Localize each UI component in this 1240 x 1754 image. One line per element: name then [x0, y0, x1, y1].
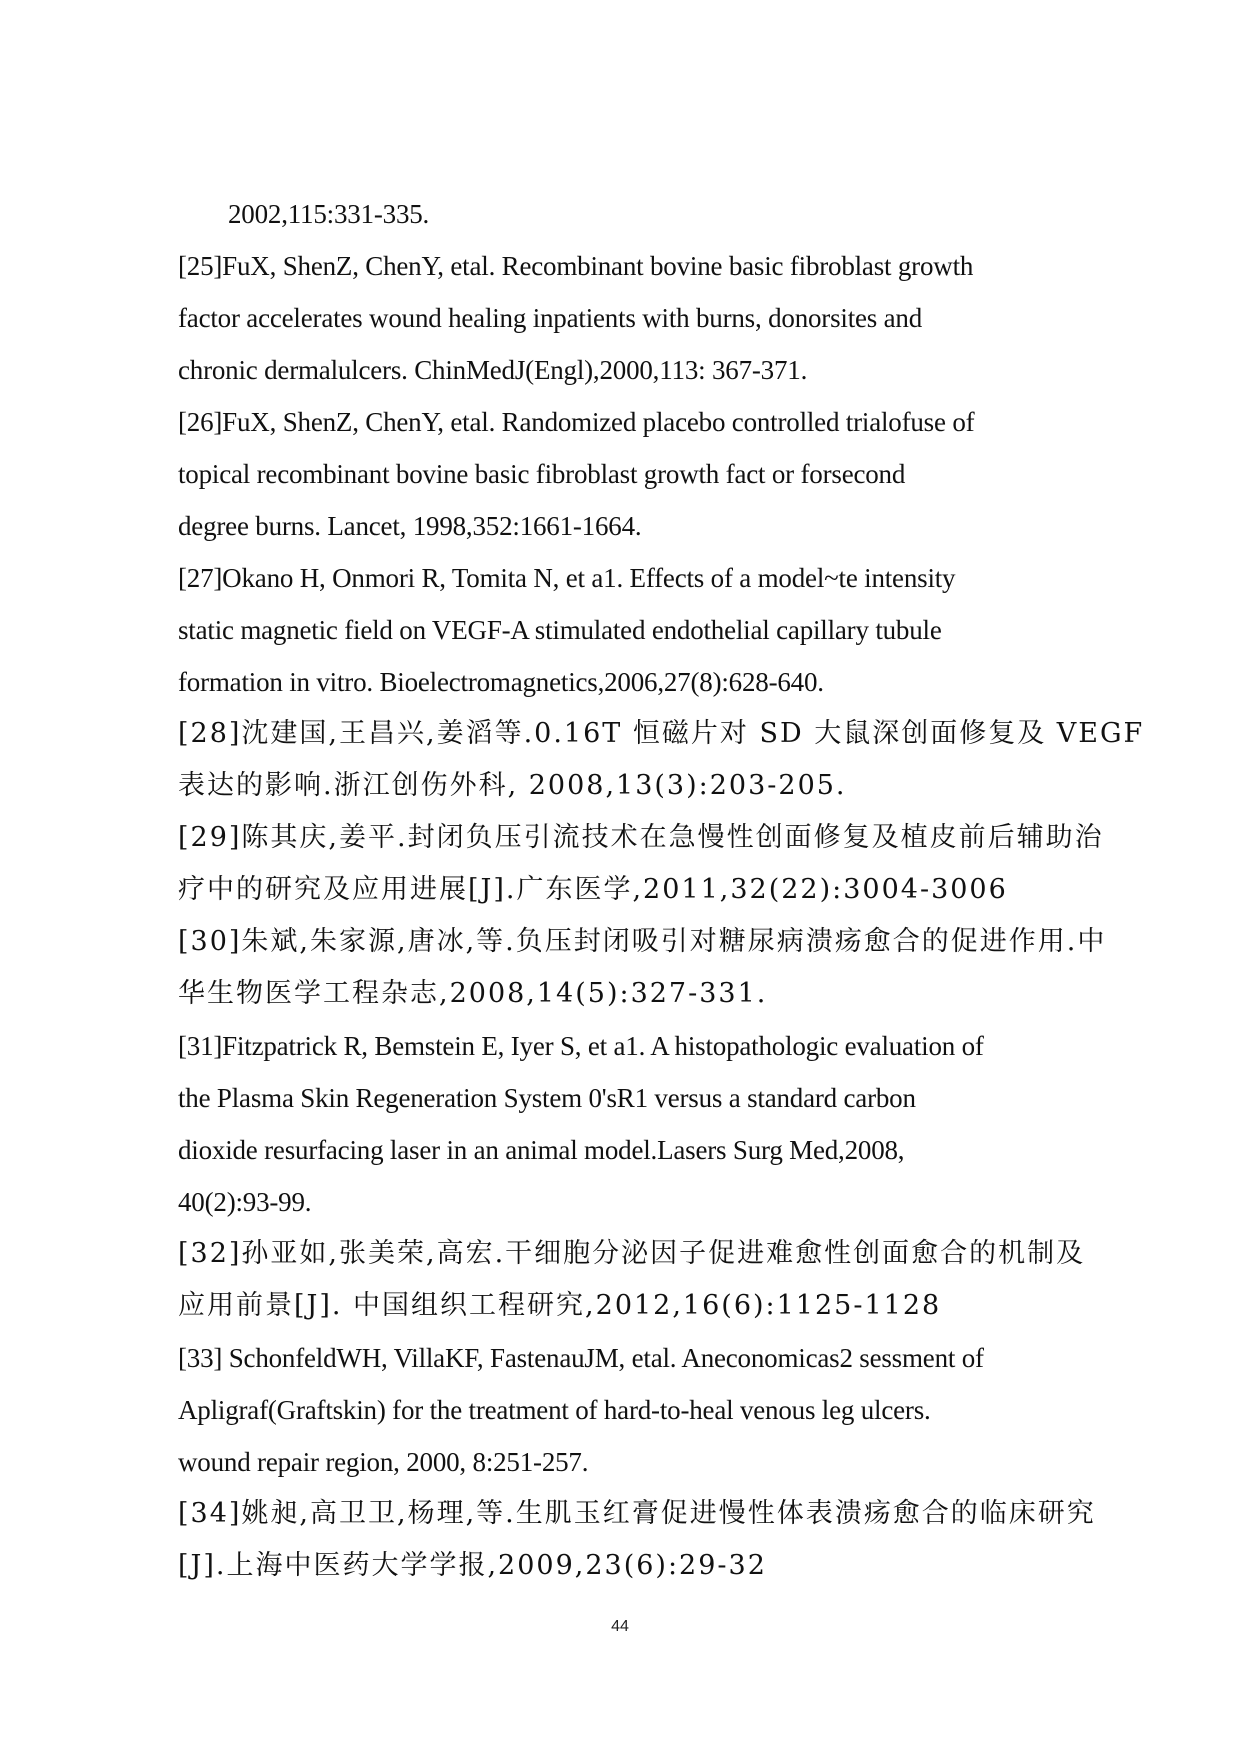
reference-line: the Plasma Skin Regeneration System 0'sR1 versus a standard carbon: [178, 1083, 916, 1113]
reference-line: [27]Okano H, Onmori R, Tomita N, et a1. Effects of a model~te intensity: [178, 563, 956, 593]
reference-line: formation in vitro. Bioelectromagnetics,2006,27(8):628-640.: [178, 667, 824, 697]
reference-line: factor accelerates wound healing inpatients with burns, donorsites and: [178, 303, 923, 333]
reference-line: chronic dermalulcers. ChinMedJ(Engl),2000,113: 367-371.: [178, 355, 808, 385]
page-number: 44: [611, 1618, 629, 1635]
reference-line: [32]孙亚如,张美荣,高宏.干细胞分泌因子促进难愈性创面愈合的机制及: [178, 1238, 1086, 1269]
reference-line: 表达的影响.浙江创伤外科, 2008,13(3):203-205.: [178, 770, 847, 801]
reference-29: [178, 812, 1104, 916]
reference-line: static magnetic field on VEGF-A stimulated endothelial capillary tubule: [178, 615, 942, 645]
reference-line: [31]Fitzpatrick R, Bemstein E, Iyer S, et a1. A histopathologic evaluation of: [178, 1031, 984, 1061]
reference-27: [178, 552, 1098, 708]
reference-line: 疗中的研究及应用进展[J].广东医学,2011,32(22):3004-3006: [178, 874, 1008, 905]
reference-26: [178, 396, 1098, 552]
reference-line: degree burns. Lancet, 1998,352:1661-1664.: [178, 511, 642, 541]
reference-line: topical recombinant bovine basic fibroblast growth fact or forsecond: [178, 459, 906, 489]
reference-line: 华生物医学工程杂志,2008,14(5):327-331.: [178, 978, 768, 1009]
reference-line: [34]姚昶,高卫卫,杨理,等.生肌玉红膏促进慢性体表溃疡愈合的临床研究: [178, 1498, 1096, 1529]
reference-28: [178, 708, 1145, 812]
reference-continuation: [178, 188, 1098, 240]
reference-25: [178, 240, 1098, 396]
reference-32: [178, 1228, 1098, 1332]
reference-34: [178, 1488, 1098, 1592]
reference-line: [28]沈建国,王昌兴,姜滔等.0.16T 恒磁片对 SD 大鼠深创面修复及 VEGF: [178, 718, 1145, 749]
reference-31: [178, 1020, 1098, 1228]
reference-line: [33] SchonfeldWH, VillaKF, FastenauJM, etal. Aneconomicas2 sessment of: [178, 1343, 984, 1373]
reference-list: [178, 188, 1145, 1592]
reference-line: 40(2):93-99.: [178, 1187, 312, 1217]
reference-33: [178, 1332, 1098, 1488]
reference-line: [26]FuX, ShenZ, ChenY, etal. Randomized placebo controlled trialofuse of: [178, 407, 975, 437]
reference-line: 2002,115:331-335.: [228, 199, 430, 229]
reference-line: wound repair region, 2000, 8:251-257.: [178, 1447, 589, 1477]
reference-30: [178, 916, 1107, 1020]
reference-line: 应用前景[J]. 中国组织工程研究,2012,16(6):1125-1128: [178, 1290, 942, 1321]
reference-line: [25]FuX, ShenZ, ChenY, etal. Recombinant bovine basic fibroblast growth: [178, 251, 974, 281]
reference-line: Apligraf(Graftskin) for the treatment of hard-to-heal venous leg ulcers.: [178, 1395, 931, 1425]
reference-line: [29]陈其庆,姜平.封闭负压引流技术在急慢性创面修复及植皮前后辅助治: [178, 822, 1104, 853]
reference-line: [J].上海中医药大学学报,2009,23(6):29-32: [178, 1550, 767, 1581]
reference-line: [30]朱斌,朱家源,唐冰,等.负压封闭吸引对糖尿病溃疡愈合的促进作用.中: [178, 926, 1107, 957]
reference-line: dioxide resurfacing laser in an animal model.Lasers Surg Med,2008,: [178, 1135, 905, 1165]
